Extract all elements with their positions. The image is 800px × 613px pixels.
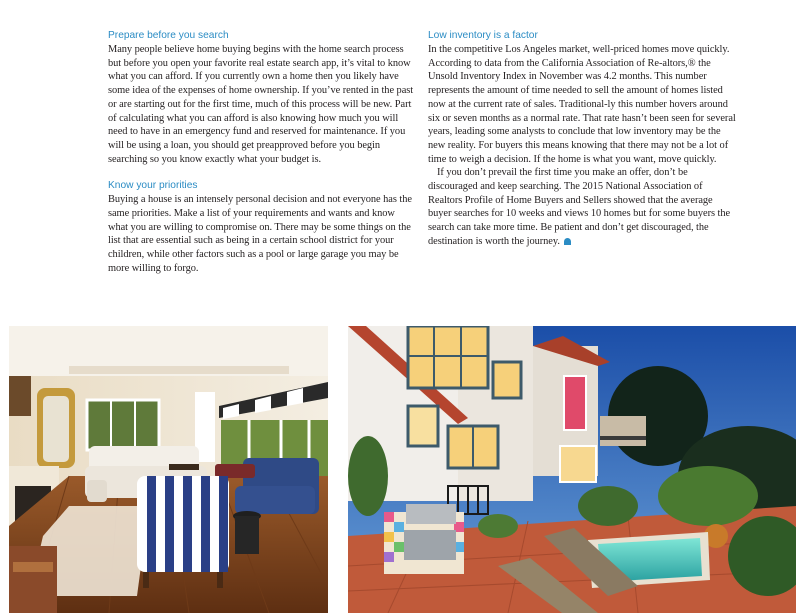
- section-spacer: [108, 166, 416, 180]
- left-column: [108, 30, 416, 276]
- house-exterior-photo: [348, 326, 796, 613]
- section-heading-prepare: Prepare before you search: [108, 30, 229, 41]
- section-body-priorities: Buying a house is an intensely personal decision and not everyone has the same priorities. Make a list of your requirements and wants and know what you are willing to compromise on. There may be some things on the list that are essential such as being in a certain school district for your children, while other factors such as a pool or large garage you may be more willing to forgo.: [108, 194, 412, 274]
- section-body-inventory-1: In the competitive Los Angeles market, well-priced homes move quickly. According to data from the California Association of Re-altors,® the Unsold Inventory Index in November was 4.2 months. This number represents the amount of time needed to sell the amount of homes listed now at the current rate of sales. Traditional-ly this number hovers around six or seven months as a normal rate. That rate hasn’t been seen for several years, leading some analysts to conclude that low inventory may be the new reality. For buyers this means knowing that there may not be a lot of time to weigh a decision. If the home is what you want, move quickly.: [428, 44, 736, 165]
- living-room-photo: [9, 326, 328, 613]
- section-heading-inventory: Low inventory is a factor: [428, 30, 538, 41]
- section-heading-priorities: Know your priorities: [108, 180, 198, 192]
- end-of-article-icon: [564, 238, 571, 245]
- striped-armchair: [137, 476, 229, 588]
- section-body-prepare: Many people believe home buying begins with the home search process but before you open your favorite real estate search app, it’s vital to know what you can afford. If you currently own a home then you likely have some idea of the expenses of home ownership. If you’ve rented in the past or are starting out for the first time, much of this process will be new. Part of calculating what you can afford is also knowing how much you will need to have in an emergency fund and reserved for maintenance. If you will be using a loan, you should get preapproved before you begin searching so you know exactly what your budget is.: [108, 44, 414, 165]
- paragraph-text: If you don’t prevail the first time you make an offer, don’t be discouraged and keep searching. The 2015 National Association of Realtors Profile of Home Buyers and Sellers showed that the average buyer searches for 10 weeks and views 10 homes but for some buyers the search can take more time. Be patient and don’t get discouraged, the destination is worth the journey.: [428, 167, 731, 247]
- right-column: [428, 30, 736, 249]
- house-exterior-illustration: [348, 326, 796, 613]
- section-body-inventory-2: [428, 166, 736, 248]
- living-room-illustration: [9, 326, 328, 613]
- bbq-island: [384, 504, 464, 574]
